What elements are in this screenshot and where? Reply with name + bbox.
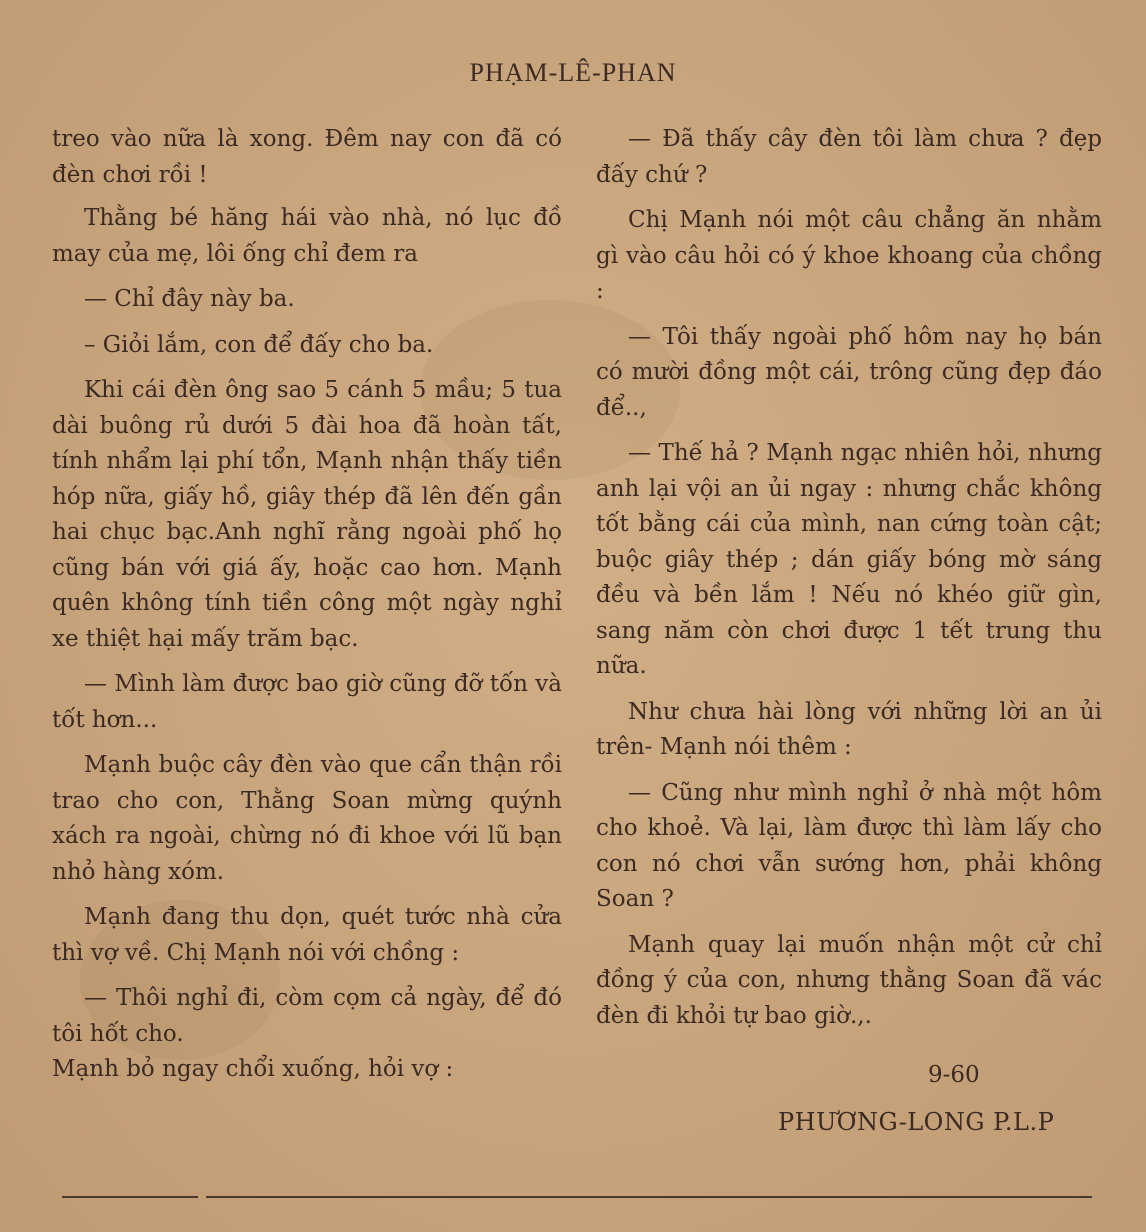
paragraph: — Cũng như mình nghỉ ở nhà một hôm cho khoẻ. Và lại, làm được thì làm lấy cho con nó chơi vẫn sướng hơn, phải không Soan ? bbox=[596, 779, 1102, 912]
paragraph: — Thế hả ? Mạnh ngạc nhiên hỏi, nhưng anh lại vội an ủi ngay : nhưng chắc không tốt bằng cái của mình, nan cứng toàn cật; buộc giây thép ; dán giấy bóng mờ sáng đều và bền lắm ! Nếu nó khéo giữ gìn, sang năm còn chơi được 1 tết trung thu nữa. bbox=[596, 440, 1102, 679]
paragraph: — Thôi nghỉ đi, còm cọm cả ngày, để đó tôi hốt cho. bbox=[52, 985, 562, 1047]
right-column bbox=[596, 122, 1102, 1044]
paragraph: Như chưa hài lòng với những lời an ủi trên- Mạnh nói thêm : bbox=[596, 698, 1102, 760]
paragraph: — Đã thấy cây đèn tôi làm chưa ? đẹp đấy chứ ? bbox=[596, 126, 1102, 188]
author-signature: PHƯƠNG-LONG P.L.P bbox=[778, 1108, 1055, 1136]
paragraph: Chị Mạnh nói một câu chẳng ăn nhằm gì vào câu hỏi có ý khoe khoang của chồng : bbox=[596, 207, 1102, 304]
paragraph: Mạnh bỏ ngay chổi xuống, hỏi vợ : bbox=[52, 1056, 454, 1082]
paragraph: treo vào nữa là xong. Đêm nay con đã có đèn chơi rồi ! bbox=[52, 126, 562, 188]
paragraph: Thằng bé hăng hái vào nhà, nó lục đồ may của mẹ, lôi ống chỉ đem ra bbox=[52, 205, 562, 267]
footer-rule bbox=[206, 1196, 1092, 1198]
paragraph: Mạnh quay lại muốn nhận một cử chỉ đồng ý của con, nhưng thằng Soan đã vác đèn đi khỏi tự bao giờ.,. bbox=[596, 931, 1102, 1029]
page-header: PHẠM-LÊ-PHAN bbox=[469, 58, 677, 87]
paragraph: Khi cái đèn ông sao 5 cánh 5 mầu; 5 tua dài buông rủ dưới 5 đài hoa đã hoàn tất, tính nhẩm lại phí tổn, Mạnh nhận thấy tiền hóp nữa, giấy hồ, giây thép đã lên đến gần hai chục bạc.Anh nghĩ rằng ngoài phố họ cũng bán với giá ấy, hoặc cao hơn. Mạnh quên không tính tiền công một ngày nghỉ xe thiệt hại mấy trăm bạc. bbox=[52, 377, 562, 652]
footer-rule bbox=[62, 1196, 198, 1198]
paragraph: Mạnh buộc cây đèn vào que cẩn thận rồi trao cho con, Thằng Soan mừng quýnh xách ra ngoài, chừng nó đi khoe với lũ bạn nhỏ hàng xóm. bbox=[52, 752, 562, 885]
paragraph: Mạnh đang thu dọn, quét tước nhà cửa thì vợ về. Chị Mạnh nói với chồng : bbox=[52, 904, 562, 966]
paragraph: — Mình làm được bao giờ cũng đỡ tốn và tốt hơn... bbox=[52, 671, 562, 733]
paragraph: — Tôi thấy ngoài phố hôm nay họ bán có mười đồng một cái, trông cũng đẹp đáo để.., bbox=[596, 323, 1102, 421]
paragraph: — Chỉ đây này ba. bbox=[84, 286, 295, 312]
left-column bbox=[52, 122, 562, 1088]
date-line: 9-60 bbox=[928, 1062, 980, 1088]
paragraph: – Giỏi lắm, con để đấy cho ba. bbox=[84, 331, 434, 358]
